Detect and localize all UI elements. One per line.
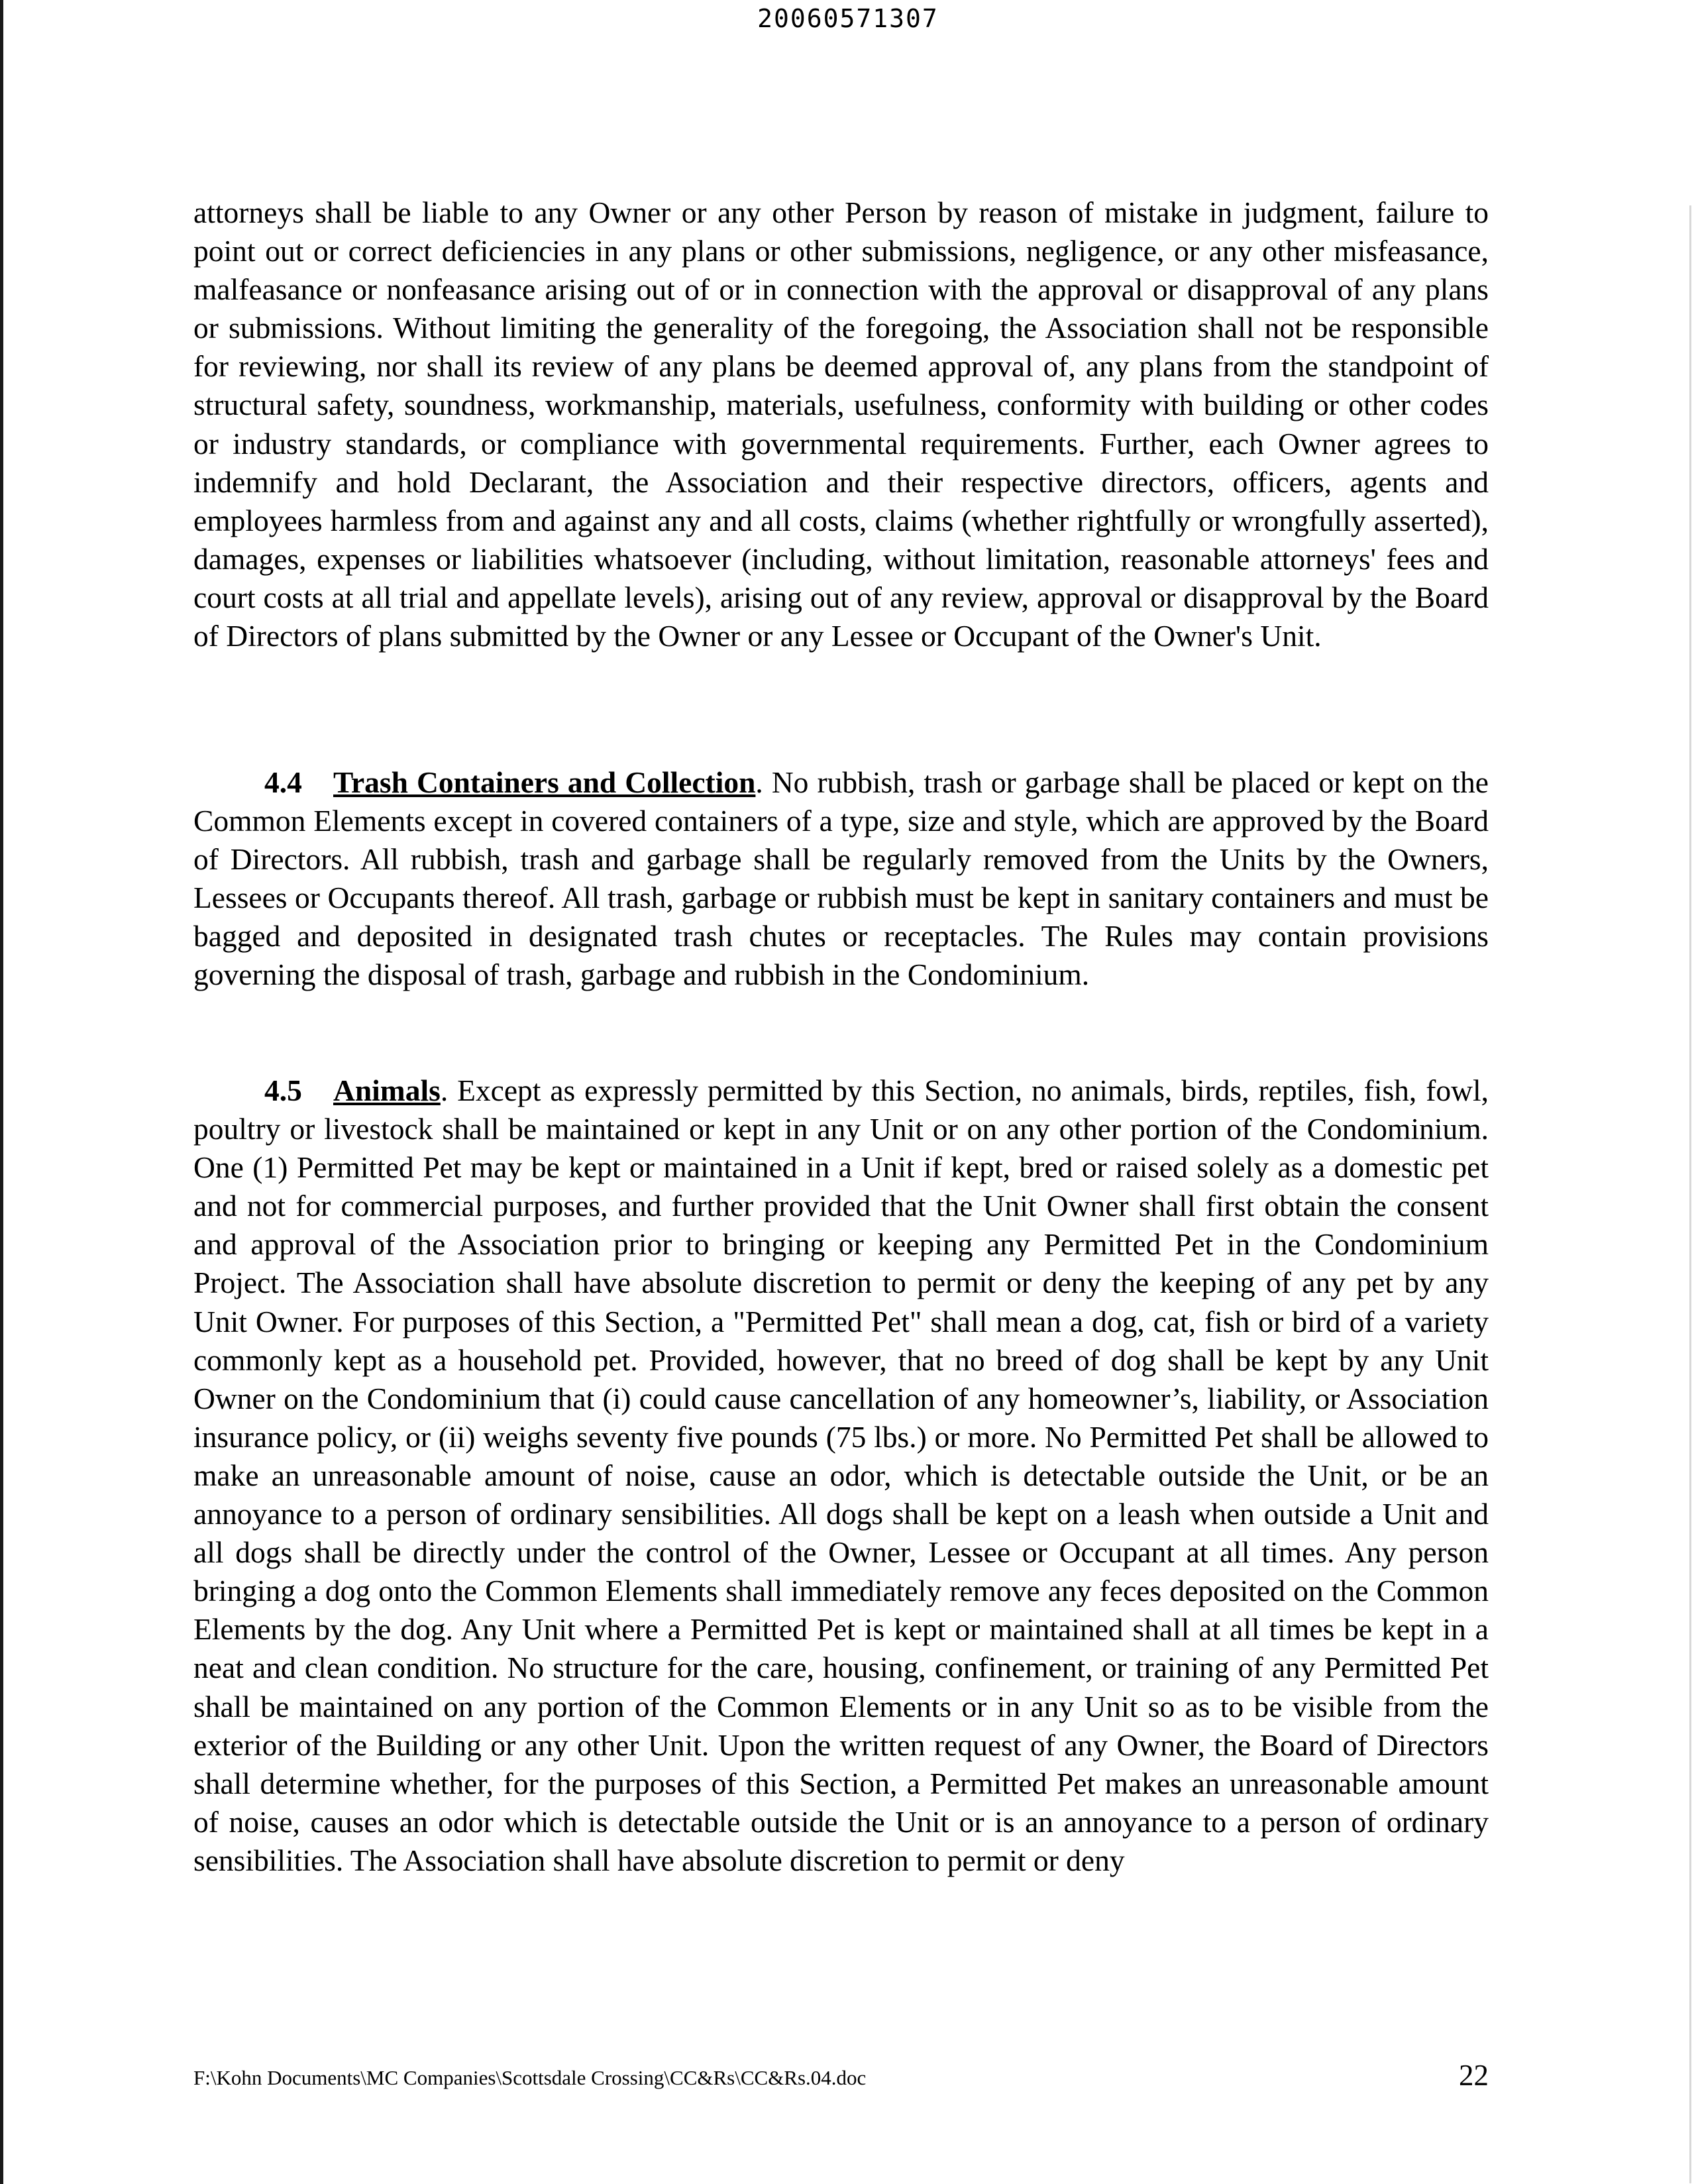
section-title: Trash Containers and Collection (333, 765, 756, 799)
section-text: . No rubbish, trash or garbage shall be placed or kept on the Common Elements except in covered containers of a type, size and style, which are approved by the Board of Directors. All rubbish, trash and garbage shall be regularly removed from the Units by the Owners, Lessees or Occupants thereof. All trash, garbage or rubbish must be kept in sanitary containers and must be bagged and deposited in designated trash chutes or receptacles. The Rules may contain provisions governing the disposal of trash, garbage and rubbish in the Condominium. (193, 765, 1489, 992)
page-number: 22 (1459, 2059, 1489, 2092)
section-4-4-paragraph (193, 763, 1489, 995)
recording-number: 20060571307 (757, 4, 939, 33)
scan-left-edge (0, 0, 3, 2184)
footer-file-path: F:\Kohn Documents\MC Companies\Scottsdale Crossing\CC&Rs\CC&Rs.04.doc (193, 2066, 867, 2089)
section-number: 4.4 (264, 765, 302, 799)
section-title: Animals (333, 1073, 441, 1107)
section-4-5-paragraph (193, 1071, 1489, 1880)
section-text: . Except as expressly permitted by this Section, no animals, birds, reptiles, fish, fowl, poultry or livestock shall be maintained or kept in any Unit or on any other portion of the Condominium. One (1) Permitted Pet may be kept or maintained in a Unit if kept, bred or raised solely as a domestic pet and not for commercial purposes, and further provided that the Unit Owner shall first obtain the consent and approval of the Association prior to bringing or keeping any Permitted Pet in the Condominium Project. The Association shall have absolute discretion to permit or deny the keeping of any pet by any Unit Owner. For purposes of this Section, a "Permitted Pet" shall mean a dog, cat, fish or bird of a variety commonly kept as a household pet. Provided, however, that no breed of dog shall be kept by any Unit Owner on the Condominium that (i) could cause cancellation of any homeowner’s, liability, or Association insurance policy, or (ii) weighs seventy five pounds (75 lbs.) or more. No Permitted Pet shall be allowed to make an unreasonable amount of noise, cause an odor, which is detectable outside the Unit, or be an annoyance to a person of ordinary sensibilities. All dogs shall be kept on a leash when outside a Unit and all dogs shall be directly under the control of the Owner, Lessee or Occupant at all times. Any person bringing a dog onto the Common Elements shall immediately remove any feces deposited on the Common Elements by the dog. Any Unit where a Permitted Pet is kept or maintained shall at all times be kept in a neat and clean condition. No structure for the care, housing, confinement, or training of any Permitted Pet shall be maintained on any portion of the Common Elements or in any Unit so as to be visible from the exterior of the Building or any other Unit. Upon the written request of any Owner, the Board of Directors shall determine whether, for the purposes of this Section, a Permitted Pet makes an unreasonable amount of noise, causes an odor which is detectable outside the Unit or is an annoyance to a person of ordinary sensibilities. The Association shall have absolute discretion to permit or deny (193, 1073, 1489, 1877)
continuation-paragraph: attorneys shall be liable to any Owner or any other Person by reason of mistake in judgment, failure to point out or correct deficiencies in any plans or other submissions, negligence, or any other misfeasance, malfeasance or nonfeasance arising out of or in connection with the approval or disapproval of any plans or submissions. Without limiting the generality of the foregoing, the Association shall not be responsible for reviewing, nor shall its review of any plans be deemed approval of, any plans from the standpoint of structural safety, soundness, workmanship, materials, usefulness, conformity with building or other codes or industry standards, or compliance with governmental requirements. Further, each Owner agrees to indemnify and hold Declarant, the Association and their respective directors, officers, agents and employees harmless from and against any and all costs, claims (whether rightfully or wrongfully asserted), damages, expenses or liabilities whatsoever (including, without limitation, reasonable attorneys' fees and court costs at all trial and appellate levels), arising out of any review, approval or disapproval by the Board of Directors of plans submitted by the Owner or any Lessee or Occupant of the Owner's Unit. (193, 195, 1489, 653)
scan-right-edge (1689, 205, 1691, 2183)
section-number: 4.5 (264, 1073, 302, 1107)
